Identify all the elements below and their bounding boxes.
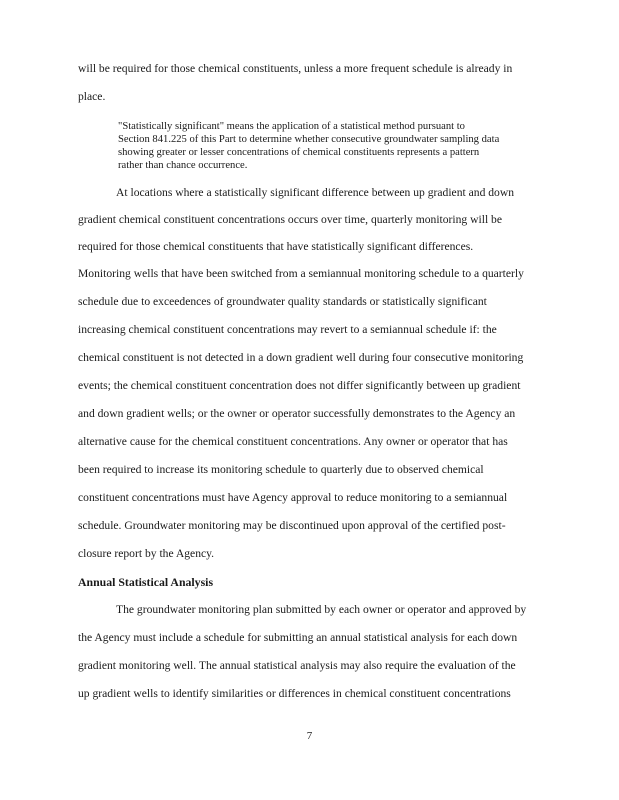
definition-line-2: Section 841.225 of this Part to determine whether consecutive groundwater sampling data [118,134,500,145]
paragraph-2-line-3: required for those chemical constituents that have statistically significant differences. [78,240,474,253]
paragraph-3-line-3: gradient monitoring well. The annual statistical analysis may also require the evaluation of the [78,659,516,672]
paragraph-3-line-1: The groundwater monitoring plan submitted by each owner or operator and approved by [116,603,527,616]
paragraph-2-line-6: increasing chemical constituent concentrations may revert to a semiannual schedule if: the [78,323,497,336]
paragraph-3-line-4: up gradient wells to identify similarities or differences in chemical constituent concentrations [78,687,511,700]
page-number: 7 [306,730,313,742]
paragraph-2-line-7: chemical constituent is not detected in a down gradient well during four consecutive monitoring [78,351,524,364]
paragraph-2-line-5: schedule due to exceedences of groundwater quality standards or statistically significant [78,295,487,308]
paragraph-2-line-14: closure report by the Agency. [78,547,215,560]
paragraph-2-line-13: schedule. Groundwater monitoring may be discontinued upon approval of the certified post- [78,519,506,532]
paragraph-1-line-1: will be required for those chemical constituents, unless a more frequent schedule is already in [78,62,513,75]
paragraph-3-line-2: the Agency must include a schedule for submitting an annual statistical analysis for each down [78,631,518,644]
paragraph-2-line-10: alternative cause for the chemical constituent concentrations. Any owner or operator that has [78,435,508,448]
paragraph-1-line-2: place. [78,90,106,103]
paragraph-2-line-9: and down gradient wells; or the owner or operator successfully demonstrates to the Agency an [78,407,516,420]
definition-line-3: showing greater or lesser concentrations of chemical constituents represents a pattern [118,147,480,158]
paragraph-2-line-4: Monitoring wells that have been switched from a semiannual monitoring schedule to a quarterly [78,267,524,280]
definition-line-1: "Statistically significant" means the application of a statistical method pursuant to [118,121,465,132]
paragraph-2-line-1: At locations where a statistically significant difference between up gradient and down [116,186,515,199]
paragraph-2-line-8: events; the chemical constituent concentration does not differ significantly between up gradient [78,379,521,392]
paragraph-2-line-12: constituent concentrations must have Agency approval to reduce monitoring to a semiannual [78,491,508,504]
paragraph-2-line-11: been required to increase its monitoring schedule to quarterly due to observed chemical [78,463,484,476]
paragraph-2-line-2: gradient chemical constituent concentrations occurs over time, quarterly monitoring will be [78,213,503,226]
definition-line-4: rather than chance occurrence. [118,160,248,171]
section-heading: Annual Statistical Analysis [78,575,214,589]
